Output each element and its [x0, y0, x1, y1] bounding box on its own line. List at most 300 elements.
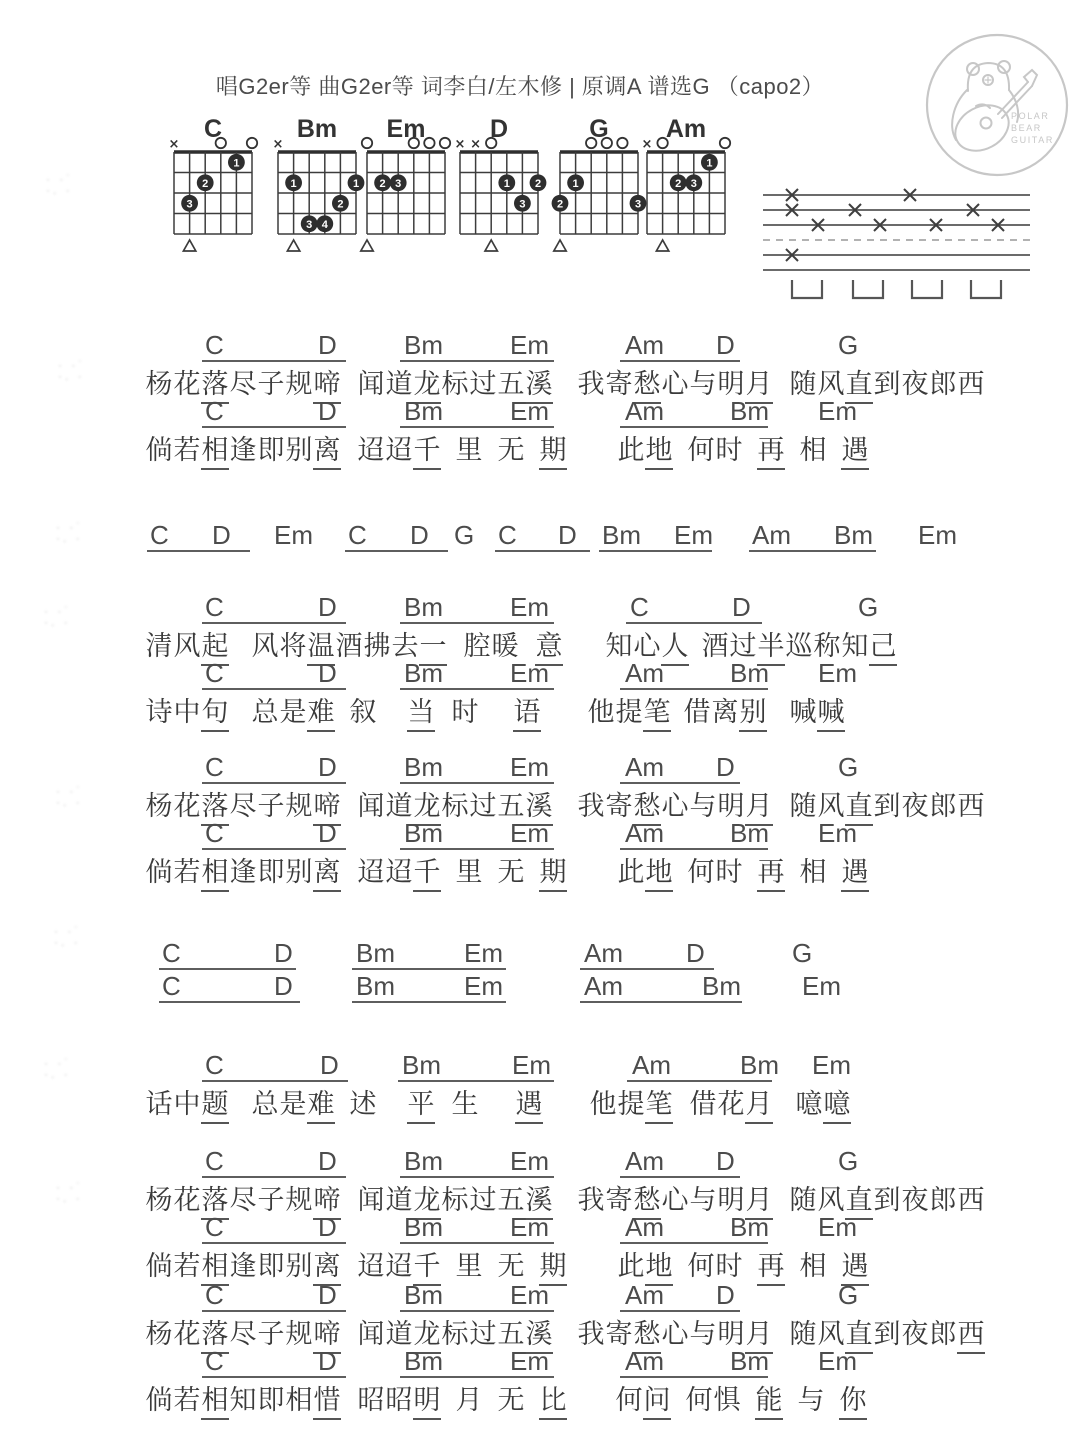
chord-symbol: D — [318, 1280, 337, 1310]
logo-text-polar: POLAR — [1011, 111, 1050, 121]
lyric-segment: 杨花 — [145, 791, 201, 821]
lyric-segment: 题 — [201, 1082, 229, 1124]
chord-symbol: Bm — [404, 818, 443, 848]
chord-symbol: G — [838, 1280, 859, 1310]
lyric-segment: 落 — [201, 1178, 229, 1220]
lyric-segment: 地 — [645, 850, 673, 892]
chords-line — [0, 1346, 1080, 1380]
lyric-segment: 愁 — [633, 1178, 661, 1220]
chord-symbol: Am — [752, 520, 791, 550]
lyrics-line — [145, 850, 869, 887]
lyric-segment: 他提 — [587, 697, 643, 727]
chord-symbol: C — [205, 818, 224, 848]
lyric-segment: 迢迢 — [357, 435, 413, 465]
lyric-segment: 期 — [539, 850, 567, 892]
lyric-segment: 溪 — [525, 784, 553, 826]
lyric-segment: 再 — [757, 850, 785, 892]
lyric-segment: 杨花 — [145, 1185, 201, 1215]
lyric-segment: 啼 — [313, 1178, 341, 1220]
chord-symbol: Bm — [404, 1346, 443, 1376]
chord-symbol: Bm — [404, 396, 443, 426]
chord-diagram-C — [153, 110, 273, 262]
faint-section-mark — [54, 926, 81, 948]
chords-line — [0, 1146, 1080, 1180]
chord-symbol: D — [716, 1280, 735, 1310]
lyric-segment: 闻道 — [357, 369, 413, 399]
chords-line — [0, 818, 1080, 852]
chord-symbol: Em — [918, 520, 957, 550]
chord-symbol: D — [686, 938, 705, 968]
lyric-segment: 遇 — [841, 1244, 869, 1286]
lyric-segment: 啼 — [313, 784, 341, 826]
lyric-segment: 啼 — [313, 1312, 341, 1354]
lyrics-line — [145, 624, 897, 661]
bear-ear-icon — [998, 61, 1010, 73]
lyric-segment: 起 — [201, 624, 229, 666]
lyric-segment: 尽子规 — [229, 791, 313, 821]
lyric-segment: 别 — [739, 690, 767, 732]
chords-line — [0, 330, 1080, 364]
lyric-segment: 总是 — [251, 1089, 307, 1119]
chords-line — [0, 1050, 1080, 1084]
chords-line — [0, 938, 1080, 972]
lyric-segment: 知心 — [605, 631, 661, 661]
lyric-segment: 月 — [745, 784, 773, 826]
svg-text:2: 2 — [337, 198, 344, 211]
chord-symbol: D — [410, 520, 429, 550]
chord-symbol: Em — [510, 658, 549, 688]
lyric-segment: 巡称知 — [785, 631, 869, 661]
svg-text:3: 3 — [519, 198, 526, 211]
svg-text:3: 3 — [634, 198, 642, 211]
open-string-icon — [657, 138, 667, 148]
lyric-segment: 相 — [201, 850, 229, 892]
lyric-segment: 杨花 — [145, 369, 201, 399]
lyric-segment: 此 — [617, 1251, 645, 1281]
lyric-segment: 到夜郎西 — [873, 369, 985, 399]
chord-symbol: D — [318, 396, 337, 426]
chord-symbol: C — [205, 396, 224, 426]
lyric-segment: 地 — [645, 428, 673, 470]
faint-section-mark — [44, 606, 71, 628]
song-credits: 唱G2er等 曲G2er等 词李白/左木修 | 原调A 谱选G （capo2） — [215, 74, 825, 99]
chords-line — [0, 396, 1080, 430]
lyrics-line — [145, 690, 845, 727]
lyric-segment: 生 — [451, 1089, 479, 1119]
lyric-segment: 相 — [201, 428, 229, 470]
lyric-segment: 昭昭 — [357, 1385, 413, 1415]
lyric-segment: 闻道 — [357, 791, 413, 821]
chord-symbol: D — [318, 1346, 337, 1376]
faint-section-mark — [44, 1058, 71, 1080]
beat-bracket — [853, 280, 883, 298]
faint-section-mark — [56, 1182, 83, 1204]
chords-line — [0, 1212, 1080, 1246]
chord-symbol: Am — [584, 938, 623, 968]
chord-symbol: D — [318, 658, 337, 688]
chord-symbol: Bm — [834, 520, 873, 550]
chord-symbol: Em — [510, 330, 549, 360]
lyrics-line — [145, 1378, 867, 1415]
lyric-segment: 能 — [755, 1378, 783, 1420]
beat-bracket — [971, 280, 1001, 298]
lyric-segment: 啼 — [313, 362, 341, 404]
svg-text:4: 4 — [321, 218, 328, 231]
chord-symbol: G — [838, 330, 859, 360]
lyric-segment: 闻道 — [357, 1319, 413, 1349]
lyric-segment: 到夜郎西 — [873, 791, 985, 821]
lyric-segment: 尽子规 — [229, 1185, 313, 1215]
chords-line — [0, 971, 1080, 1005]
lyric-segment: 直 — [845, 1312, 873, 1354]
chord-symbol: Em — [802, 971, 841, 1001]
lyric-segment: 喊 — [817, 690, 845, 732]
lyric-segment: 再 — [757, 428, 785, 470]
lyric-segment: 愁 — [633, 362, 661, 404]
lyric-segment: 逢即别 — [229, 1251, 313, 1281]
chord-name-label: D — [489, 115, 509, 143]
lyric-segment: 遇 — [841, 850, 869, 892]
chord-symbol: Em — [818, 1212, 857, 1242]
chord-symbol: C — [348, 520, 367, 550]
lyric-segment: 心与明 — [661, 369, 745, 399]
chord-symbol: Am — [625, 330, 664, 360]
open-string-icon — [424, 138, 434, 148]
chord-symbol: C — [205, 592, 224, 622]
chord-symbol: D — [274, 938, 293, 968]
lyric-segment: 无 — [497, 1251, 525, 1281]
chord-symbol: Em — [510, 1146, 549, 1176]
chord-symbol: Em — [674, 520, 713, 550]
lyric-segment: 人 — [661, 624, 689, 666]
lyric-segment: 总是 — [251, 697, 307, 727]
lyric-segment: 风将 — [251, 631, 307, 661]
chord-symbol: Bm — [404, 592, 443, 622]
lyric-segment: 离 — [313, 1244, 341, 1286]
lyric-segment: 倘若 — [145, 1385, 201, 1415]
lyric-segment: 借离 — [683, 697, 739, 727]
chord-symbol: D — [318, 1212, 337, 1242]
lyric-segment: 何时 — [687, 435, 743, 465]
lyric-segment: 何 — [615, 1385, 643, 1415]
lyric-segment: 句 — [201, 690, 229, 732]
lyric-segment: 无 — [497, 1385, 525, 1415]
lyric-segment: 千 — [413, 428, 441, 470]
lyric-segment: 清风 — [145, 631, 201, 661]
lyric-segment: 标过五 — [441, 369, 525, 399]
chord-symbol: Em — [510, 752, 549, 782]
chord-symbol: D — [212, 520, 231, 550]
lyric-segment: 落 — [201, 362, 229, 404]
bass-note-triangle — [183, 240, 195, 251]
lyric-segment: 比 — [539, 1378, 567, 1420]
lyric-segment: 半 — [757, 624, 785, 666]
lyric-segment: 意 — [535, 624, 563, 666]
lyric-segment: 逢即别 — [229, 435, 313, 465]
chord-symbol: Bm — [602, 520, 641, 550]
lyric-segment: 噫 — [795, 1089, 823, 1119]
chord-symbol: Bm — [404, 1146, 443, 1176]
svg-text:1: 1 — [572, 177, 579, 190]
chord-symbol: Em — [818, 396, 857, 426]
polar-bear-guitar-logo — [920, 28, 1075, 183]
lyric-segment: 惜 — [313, 1378, 341, 1420]
svg-text:2: 2 — [202, 177, 209, 190]
open-string-icon — [720, 138, 730, 148]
lyric-segment: 溪 — [525, 1312, 553, 1354]
bass-note-triangle — [287, 240, 299, 251]
lyric-segment: 倘若 — [145, 1251, 201, 1281]
lyric-segment: 与 — [797, 1385, 825, 1415]
chord-name-label: C — [203, 115, 223, 143]
lyric-segment: 愁 — [633, 1312, 661, 1354]
logo-text-guitar: GUITAR — [1011, 135, 1054, 145]
chord-symbol: Bm — [730, 1346, 769, 1376]
chord-symbol: C — [205, 330, 224, 360]
chord-symbol: G — [838, 1146, 859, 1176]
chord-symbol: Bm — [740, 1050, 779, 1080]
lyric-segment: 溪 — [525, 1178, 553, 1220]
lyric-segment: 何时 — [687, 1251, 743, 1281]
svg-text:2: 2 — [556, 198, 564, 211]
chord-symbol: Bm — [404, 658, 443, 688]
lyric-segment: 心与明 — [661, 1185, 745, 1215]
svg-text:1: 1 — [503, 177, 510, 190]
lyric-segment: 迢迢 — [357, 857, 413, 887]
lyric-segment: 直 — [845, 362, 873, 404]
muted-string-icon: × — [641, 137, 653, 152]
open-string-icon — [247, 138, 257, 148]
lyric-segment: 标过五 — [441, 1319, 525, 1349]
lyric-segment: 逢即别 — [229, 857, 313, 887]
svg-text:1: 1 — [233, 157, 240, 170]
lyric-segment: 我寄 — [577, 1319, 633, 1349]
lyrics-line — [145, 784, 985, 821]
chord-symbol: D — [318, 592, 337, 622]
lyric-segment: 标过五 — [441, 1185, 525, 1215]
beat-bracket — [792, 280, 822, 298]
lyric-segment: 何时 — [687, 857, 743, 887]
lyric-segment: 语 — [513, 690, 541, 732]
chord-symbol: C — [162, 938, 181, 968]
lyric-segment: 明 — [413, 1378, 441, 1420]
lyric-segment: 此 — [617, 857, 645, 887]
lyric-segment: 月 — [455, 1385, 483, 1415]
chord-symbol: D — [716, 752, 735, 782]
lyric-segment: 随风 — [789, 369, 845, 399]
lyric-segment: 地 — [645, 1244, 673, 1286]
muted-string-icon: × — [168, 137, 180, 152]
chord-symbol: D — [732, 592, 751, 622]
chord-symbol: Bm — [730, 396, 769, 426]
svg-text:1: 1 — [290, 177, 297, 190]
muted-string-icon: × — [272, 137, 284, 152]
lyric-segment: 叙 — [349, 697, 377, 727]
lyric-segment: 无 — [497, 857, 525, 887]
lyric-segment: 期 — [539, 1244, 567, 1286]
lyric-segment: 话中 — [145, 1089, 201, 1119]
lyric-segment: 相 — [799, 857, 827, 887]
chords-line — [0, 592, 1080, 626]
lyric-segment: 相 — [201, 1244, 229, 1286]
lyric-segment: 离 — [313, 428, 341, 470]
chord-symbol: G — [792, 938, 813, 968]
lyric-segment: 标过五 — [441, 791, 525, 821]
lyric-segment: 酒过 — [701, 631, 757, 661]
lyric-segment: 述 — [349, 1089, 377, 1119]
chord-symbol: Em — [818, 1346, 857, 1376]
lyric-segment: 你 — [839, 1378, 867, 1420]
chord-symbol: C — [162, 971, 181, 1001]
lyric-segment: 龙 — [413, 1312, 441, 1354]
chord-diagram-Am — [626, 110, 746, 262]
faint-section-mark — [46, 174, 73, 196]
bass-note-triangle — [485, 240, 497, 251]
logo-circle — [927, 35, 1067, 175]
chord-symbol: Bm — [404, 1280, 443, 1310]
lyric-segment: 落 — [201, 1312, 229, 1354]
guitar-soundhole-icon — [981, 118, 992, 129]
lyric-segment: 遇 — [841, 428, 869, 470]
chord-symbol: Am — [625, 1346, 664, 1376]
chord-symbol: C — [205, 1146, 224, 1176]
lyric-segment: 心与明 — [661, 791, 745, 821]
lyric-segment: 龙 — [413, 362, 441, 404]
lyric-segment: 千 — [413, 850, 441, 892]
lyric-segment: 倘若 — [145, 857, 201, 887]
chord-symbol: Bm — [702, 971, 741, 1001]
lyric-segment: 倘若 — [145, 435, 201, 465]
lyrics-line — [145, 428, 869, 465]
lyric-segment: 迢迢 — [357, 1251, 413, 1281]
svg-text:1: 1 — [352, 177, 360, 190]
chord-symbol: C — [205, 658, 224, 688]
chord-symbol: Am — [625, 1212, 664, 1242]
chord-symbol: D — [320, 1050, 339, 1080]
lyric-segment: 尽子规 — [229, 1319, 313, 1349]
chord-symbol: Em — [464, 971, 503, 1001]
chord-symbol: C — [205, 1346, 224, 1376]
chords-line — [0, 1280, 1080, 1314]
bass-note-triangle — [361, 240, 373, 251]
muted-string-icon: × — [454, 137, 466, 152]
muted-string-icon: × — [470, 137, 482, 152]
lyric-segment: 平 — [407, 1082, 435, 1124]
lyrics-line — [145, 1178, 985, 1215]
lyric-segment: 酒拂去 — [335, 631, 419, 661]
lyric-segment: 难 — [307, 690, 335, 732]
lyric-segment: 我寄 — [577, 1185, 633, 1215]
svg-text:2: 2 — [379, 177, 386, 190]
lyric-segment: 喊 — [789, 697, 817, 727]
rhythm-tab — [760, 185, 1040, 310]
bass-note-triangle — [554, 240, 566, 251]
lyric-segment: 随风 — [789, 791, 845, 821]
chord-symbol: Am — [625, 1146, 664, 1176]
chord-symbol: Em — [510, 818, 549, 848]
lyric-segment: 再 — [757, 1244, 785, 1286]
chord-symbol: Em — [510, 396, 549, 426]
chord-symbol: Bm — [356, 971, 395, 1001]
lyric-segment: 他提 — [589, 1089, 645, 1119]
chord-symbol: Em — [512, 1050, 551, 1080]
lyric-segment: 时 — [451, 697, 479, 727]
chord-symbol: Am — [625, 818, 664, 848]
lyric-segment: 噫 — [823, 1082, 851, 1124]
lyric-segment: 尽子规 — [229, 369, 313, 399]
chord-symbol: D — [318, 330, 337, 360]
lyric-segment: 难 — [307, 1082, 335, 1124]
chord-symbol: Bm — [730, 1212, 769, 1242]
chord-symbol: G — [858, 592, 879, 622]
lyric-segment: 诗中 — [145, 697, 201, 727]
lyric-segment: 温 — [307, 624, 335, 666]
lyric-segment: 愁 — [633, 784, 661, 826]
chord-symbol: Bm — [402, 1050, 441, 1080]
lyric-segment: 一 — [419, 624, 447, 666]
lyrics-line — [145, 362, 985, 399]
lyric-segment: 到夜郎 — [873, 1319, 957, 1349]
lyric-segment: 溪 — [525, 362, 553, 404]
open-string-icon — [362, 138, 372, 148]
chord-symbol: C — [205, 1280, 224, 1310]
lyrics-line — [145, 1244, 869, 1281]
chord-symbol: D — [716, 330, 735, 360]
beat-bracket — [912, 280, 942, 298]
lyric-segment: 闻道 — [357, 1185, 413, 1215]
chord-symbol: Em — [818, 818, 857, 848]
chord-symbol: G — [454, 520, 475, 550]
lyric-segment: 千 — [413, 1244, 441, 1286]
lyric-segment: 里 — [455, 435, 483, 465]
chord-name-label: Em — [386, 115, 426, 143]
chord-name-label: Am — [665, 115, 707, 143]
lyric-segment: 何惧 — [685, 1385, 741, 1415]
lyrics-line — [145, 1082, 851, 1119]
lyric-segment: 月 — [745, 1312, 773, 1354]
chord-symbol: Em — [464, 938, 503, 968]
chord-symbol: Em — [510, 1212, 549, 1242]
chord-symbol: Em — [818, 658, 857, 688]
chord-symbol: D — [318, 752, 337, 782]
lyric-segment: 直 — [845, 784, 873, 826]
lyric-segment: 相 — [799, 435, 827, 465]
lyrics-line — [145, 1312, 985, 1349]
lyric-segment: 当 — [407, 690, 435, 732]
chord-symbol: Em — [812, 1050, 851, 1080]
svg-text:3: 3 — [306, 218, 313, 231]
lyric-segment: 到夜郎西 — [873, 1185, 985, 1215]
chord-symbol: Am — [625, 396, 664, 426]
lyric-segment: 笔 — [643, 690, 671, 732]
lyric-segment: 我寄 — [577, 791, 633, 821]
lyric-segment: 笔 — [645, 1082, 673, 1124]
chord-symbol: Am — [584, 971, 623, 1001]
lyric-segment: 月 — [745, 362, 773, 404]
svg-text:3: 3 — [186, 198, 193, 211]
lyric-segment: 里 — [455, 857, 483, 887]
lyric-segment: 腔暖 — [463, 631, 519, 661]
lyric-segment: 此 — [617, 435, 645, 465]
chord-symbol: C — [205, 1212, 224, 1242]
chord-symbol: Em — [510, 1346, 549, 1376]
lyric-segment: 己 — [869, 624, 897, 666]
bass-note-triangle — [656, 240, 668, 251]
lyric-segment: 杨花 — [145, 1319, 201, 1349]
lyric-segment: 随风 — [789, 1319, 845, 1349]
chord-symbol: Bm — [356, 938, 395, 968]
lyric-segment: 心与明 — [661, 1319, 745, 1349]
